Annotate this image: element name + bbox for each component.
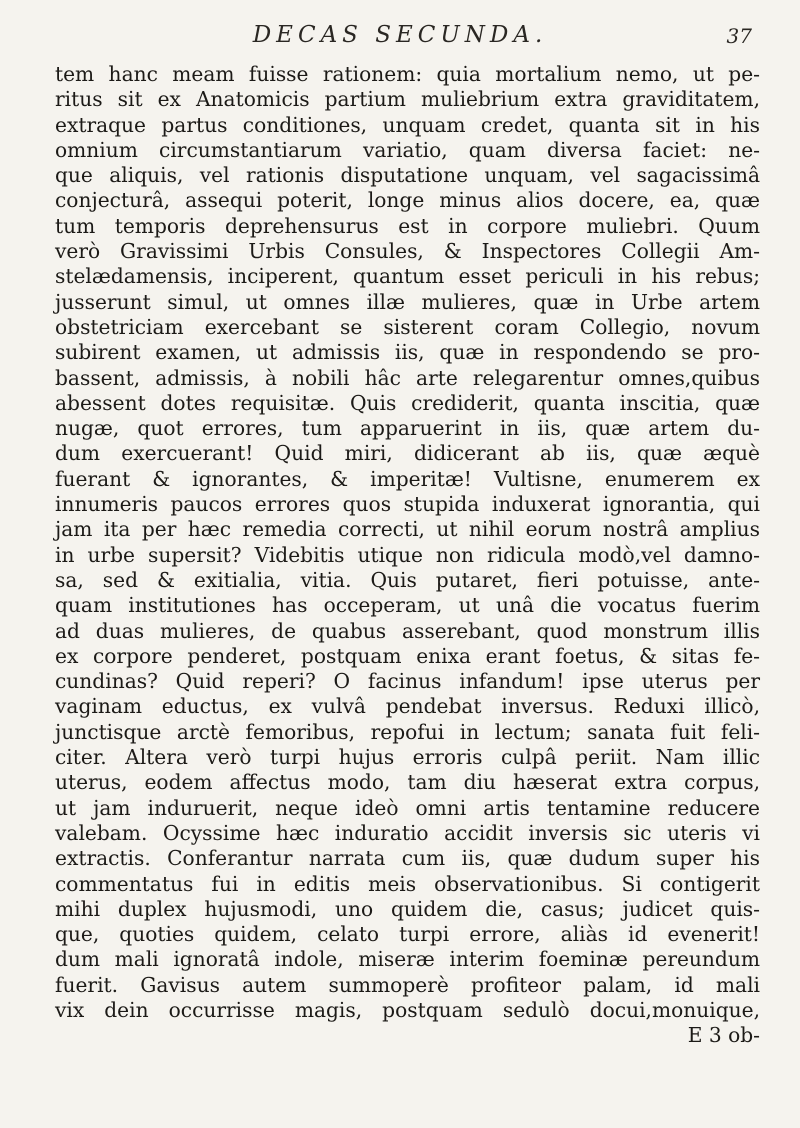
text-line: citer. Altera verò turpi hujus erroris culpâ periit. Nam illic [55,745,760,770]
text-line: extraque partus conditiones, unquam credet, quanta sit in his [55,112,760,137]
text-line: in urbe supersit? Videbitis utique non ridicula modò,vel damno- [55,542,760,567]
text-line: commentatus fui in editis meis observationibus. Si contigerit [55,871,760,896]
text-line: valebam. Ocyssime hæc induratio accidit inversis sic uteris vi [55,820,760,845]
text-line: cundinas? Quid reperi? O facinus infandum! ipse uterus per [55,669,760,694]
text-line: conjecturâ, assequi poterit, longe minus alios docere, ea, quæ [55,188,760,213]
text-line: dum exercuerant! Quid miri, didicerant ab iis, quæ æquè [55,441,760,466]
page-number: 37 [726,24,752,48]
text-line: vix dein occurrisse magis, postquam sedulò docui,monuique, [55,997,760,1022]
text-line: fuerant & ignorantes, & imperitæ! Vultisne, enumerem ex [55,466,760,491]
text-line: que, quoties quidem, celato turpi errore, aliàs id evenerit! [55,922,760,947]
text-line: mihi duplex hujusmodi, uno quidem die, casus; judicet quis- [55,896,760,921]
text-line: ut jam induruerit, neque ideò omni artis tentamine reducere [55,795,760,820]
text-line: abessent dotes requisitæ. Quis crediderit, quanta inscitia, quæ [55,390,760,415]
text-line: junctisque arctè femoribus, repofui in lectum; sanata fuit feli- [55,719,760,744]
text-line: uterus, eodem affectus modo, tam diu hæserat extra corpus, [55,770,760,795]
text-line: que aliquis, vel rationis disputatione unquam, vel sagacissimâ [55,163,760,188]
text-line: jam ita per hæc remedia correcti, ut nihil eorum nostrâ amplius [55,517,760,542]
text-line: stelædamensis, inciperent, quantum esset periculi in his rebus; [55,264,760,289]
text-line: vaginam eductus, ex vulvâ pendebat inversus. Reduxi illicò, [55,694,760,719]
text-line: ex corpore penderet, postquam enixa erant foetus, & sitas fe- [55,643,760,668]
text-line: jusserunt simul, ut omnes illæ mulieres, quæ in Urbe artem [55,289,760,314]
text-line: innumeris paucos errores quos stupida induxerat ignorantia, qui [55,492,760,517]
text-line: verò Gravissimi Urbis Consules, & Inspectores Collegii Am- [55,239,760,264]
text-line: ad duas mulieres, de quabus asserebant, quod monstrum illis [55,618,760,643]
text-line: bassent, admissis, à nobili hâc arte relegarentur omnes,quibus [55,365,760,390]
text-line: omnium circumstantiarum variatio, quam diversa faciet: ne- [55,137,760,162]
text-line: fuerit. Gavisus autem summoperè profiteor palam, id mali [55,972,760,997]
text-line: nugæ, quot errores, tum apparuerint in iis, quæ artem du- [55,416,760,441]
text-line: dum mali ignoratâ indole, miseræ interim foeminæ pereundum [55,947,760,972]
text-line: sa, sed & exitialia, vitia. Quis putaret, fieri potuisse, ante- [55,567,760,592]
text-line: extractis. Conferantur narrata cum iis, quæ dudum super his [55,846,760,871]
running-head: DECAS SECUNDA. [252,22,548,48]
text-line: tum temporis deprehensurus est in corpore muliebri. Quum [55,213,760,238]
page-header [40,14,760,54]
body-text [55,62,760,1049]
text-line: quam institutiones has occeperam, ut unâ die vocatus fuerim [55,593,760,618]
text-line: E 3 ob- [687,1023,760,1048]
text-line: subirent examen, ut admissis iis, quæ in respondendo se pro- [55,340,760,365]
text-line: ritus sit ex Anatomicis partium muliebrium extra graviditatem, [55,87,760,112]
text-line: obstetriciam exercebant se sisterent coram Collegio, novum [55,314,760,339]
text-line: tem hanc meam fuisse rationem: quia mortalium nemo, ut pe- [55,62,760,86]
